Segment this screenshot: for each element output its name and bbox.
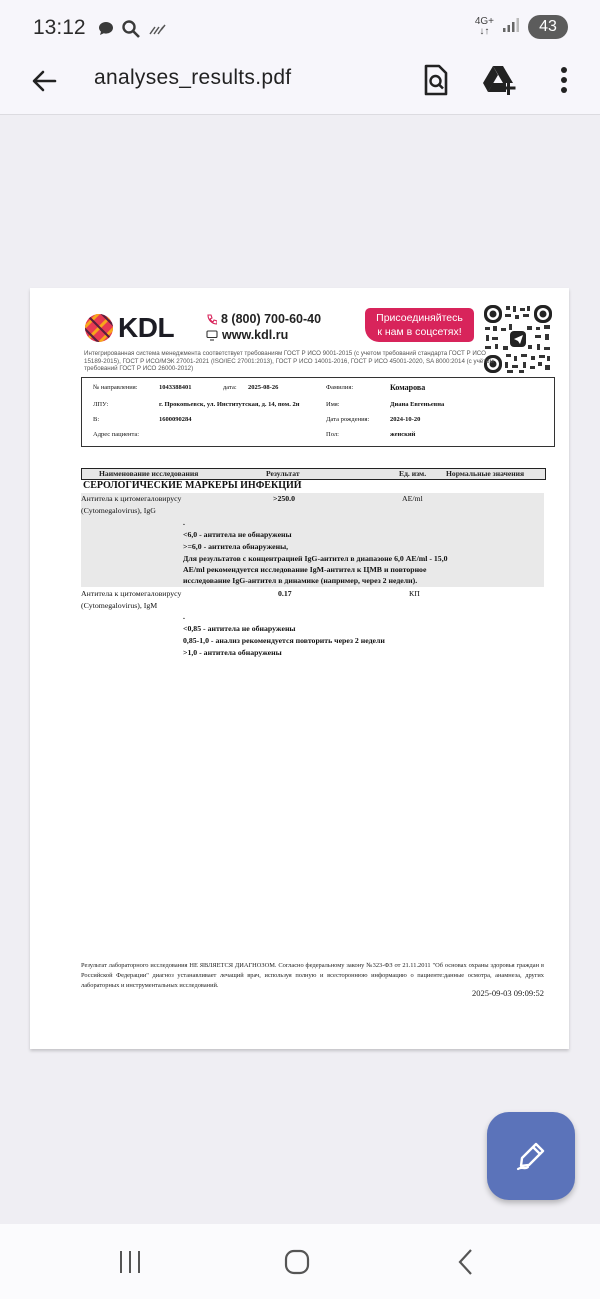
kdl-logo-mark-icon: [84, 313, 114, 343]
surname-label: Фамилия:: [326, 384, 354, 391]
kdl-logo: KDL: [84, 312, 174, 344]
dob-value: 2024-10-20: [390, 416, 421, 423]
result-row-igg: [81, 493, 544, 587]
back-arrow-icon: [28, 64, 62, 98]
surname-value: Комарова: [390, 383, 426, 392]
note-line: >1,0 - антитела обнаружены: [183, 648, 282, 657]
col-test-name: Наименование исследования: [99, 469, 199, 478]
clock: 13:12: [33, 16, 86, 39]
test-name-line2: (Cytomegalovirus), IgG: [81, 506, 156, 515]
back-button[interactable]: [28, 64, 62, 98]
home-icon: [283, 1248, 311, 1276]
note-line: 0,85-1,0 - анализ рекомендуется повторить через 2 недели: [183, 636, 385, 645]
note-line: <6,0 - антитела не обнаружены: [183, 530, 292, 539]
name-value: Диана Евгеньевна: [390, 401, 445, 408]
address-label: Адрес пациента:: [93, 431, 140, 438]
edit-fab[interactable]: [487, 1112, 575, 1200]
col-result: Результат: [266, 469, 300, 478]
monitor-icon: [206, 330, 218, 341]
col-unit: Ед. изм.: [399, 469, 427, 478]
website: www.kdl.ru: [222, 328, 289, 342]
section-title: СЕРОЛОГИЧЕСКИЕ МАРКЕРЫ ИНФЕКЦИЙ: [83, 480, 302, 491]
note-line: AE/ml рекомендуется исследование IgM-антител к ЦМВ и повторное: [183, 565, 427, 574]
wifi-calling-icon: [147, 20, 167, 43]
status-bar: [0, 0, 600, 56]
system-indicators: [475, 15, 568, 39]
find-in-document-button[interactable]: [418, 62, 454, 98]
note-line: Для результатов с концентрацией IgG-антител в диапазоне 6,0 AE/ml - 15,0: [183, 554, 448, 563]
dob-label: Дата рождения:: [326, 416, 370, 423]
contacts: [206, 311, 321, 343]
referral-label: № направления:: [93, 384, 138, 391]
note-line: исследование IgG-антител в динамике (например, через 2 недели).: [183, 576, 418, 585]
recent-apps-icon: [117, 1249, 143, 1275]
patient-info-box: [81, 377, 555, 447]
battery-indicator: 43: [528, 15, 568, 39]
v-value: 1600090284: [159, 416, 192, 423]
phone-number: 8 (800) 700-60-40: [221, 312, 322, 326]
sex-value: женский: [390, 431, 416, 438]
back-icon: [455, 1248, 477, 1276]
result-unit: КП: [409, 589, 420, 598]
results-table-header: [81, 468, 546, 480]
app-bar: [0, 56, 600, 115]
phone-icon: [206, 314, 217, 325]
pdf-page[interactable]: [30, 288, 569, 1049]
social-promo-badge: Присоединяйтесь к нам в соцсетях!: [365, 308, 474, 342]
add-to-drive-button[interactable]: [482, 62, 518, 98]
result-value: 0.17: [278, 589, 292, 598]
network-type: 4G+ ↓↑: [474, 16, 494, 37]
lpu-label: ЛПУ:: [93, 401, 109, 408]
referral-value: 1043388401: [159, 384, 192, 391]
result-unit: AE/ml: [402, 494, 423, 503]
result-value: >250.0: [273, 494, 295, 503]
chat-bubble-icon: [97, 20, 115, 43]
test-name-line2: (Cytomegalovirus), IgM: [81, 601, 158, 610]
note-line: .: [183, 612, 185, 621]
test-name-line1: Антитела к цитомегаловирусу: [81, 589, 182, 598]
notification-icons: [97, 19, 167, 44]
disclaimer-text: Результат лабораторного исследования НЕ ЯВЛЯЕТСЯ ДИАГНОЗОМ. Согласно федеральному закону №323-ФЗ от 21.11.2011 "Об основах охраны здоровья граждан в Российской Федерации" диагноз устанавливает лечащий врач, используя полную и всестороннюю информацию о пациенте:данные осмотра, анамнеза, других лабораторных и инструментальных исследований.: [81, 962, 544, 989]
system-nav-bar: [0, 1224, 600, 1299]
date-label: дата:: [223, 384, 237, 391]
recent-apps-button[interactable]: [110, 1242, 150, 1282]
nav-back-button[interactable]: [446, 1242, 486, 1282]
sex-label: Пол:: [326, 431, 339, 438]
lpu-value: г. Прокопьевск, ул. Институтская, д. 14, пом. 2н: [159, 401, 300, 408]
col-normal-values: Нормальные значения: [446, 469, 525, 478]
note-line: >=6,0 - антитела обнаружены,: [183, 542, 289, 551]
app-bar-actions: [418, 62, 582, 98]
report-timestamp: 2025-09-03 09:09:52: [471, 988, 544, 998]
document-title: analyses_results.pdf: [94, 66, 292, 89]
signal-icon: [502, 17, 520, 38]
edit-pen-icon: [514, 1139, 548, 1173]
document-search-icon: [421, 63, 451, 97]
name-label: Имя:: [326, 401, 340, 408]
note-line: .: [183, 518, 185, 527]
test-name-line1: Антитела к цитомегаловирусу: [81, 494, 182, 503]
certification-text: Интегрированная система менеджмента соответствует требованиям ГОСТ Р ИСО 9001-2015 (с учетом требований стандарта ГОСТ Р ИСО 15189-2015), ГОСТ Р ИСО/МЭК 27001-2021 (ISO/IEC 27001:2013), ГОСТ Р ИСО 14001-2016, ГОСТ Р ИСО 45001-2020, SA 8000:2014 (с учётом требований ГОСТ Р ИСО 26000-2012): [84, 350, 494, 373]
home-button[interactable]: [277, 1242, 317, 1282]
more-options-button[interactable]: [546, 62, 582, 98]
date-value: 2025-08-26: [248, 384, 279, 391]
result-row-igm: [81, 588, 544, 660]
search-icon: [121, 19, 141, 44]
more-vert-icon: [560, 66, 568, 94]
note-line: <0,85 - антитела не обнаружены: [183, 624, 296, 633]
v-label: В:: [93, 416, 100, 423]
drive-add-icon: [482, 64, 518, 96]
